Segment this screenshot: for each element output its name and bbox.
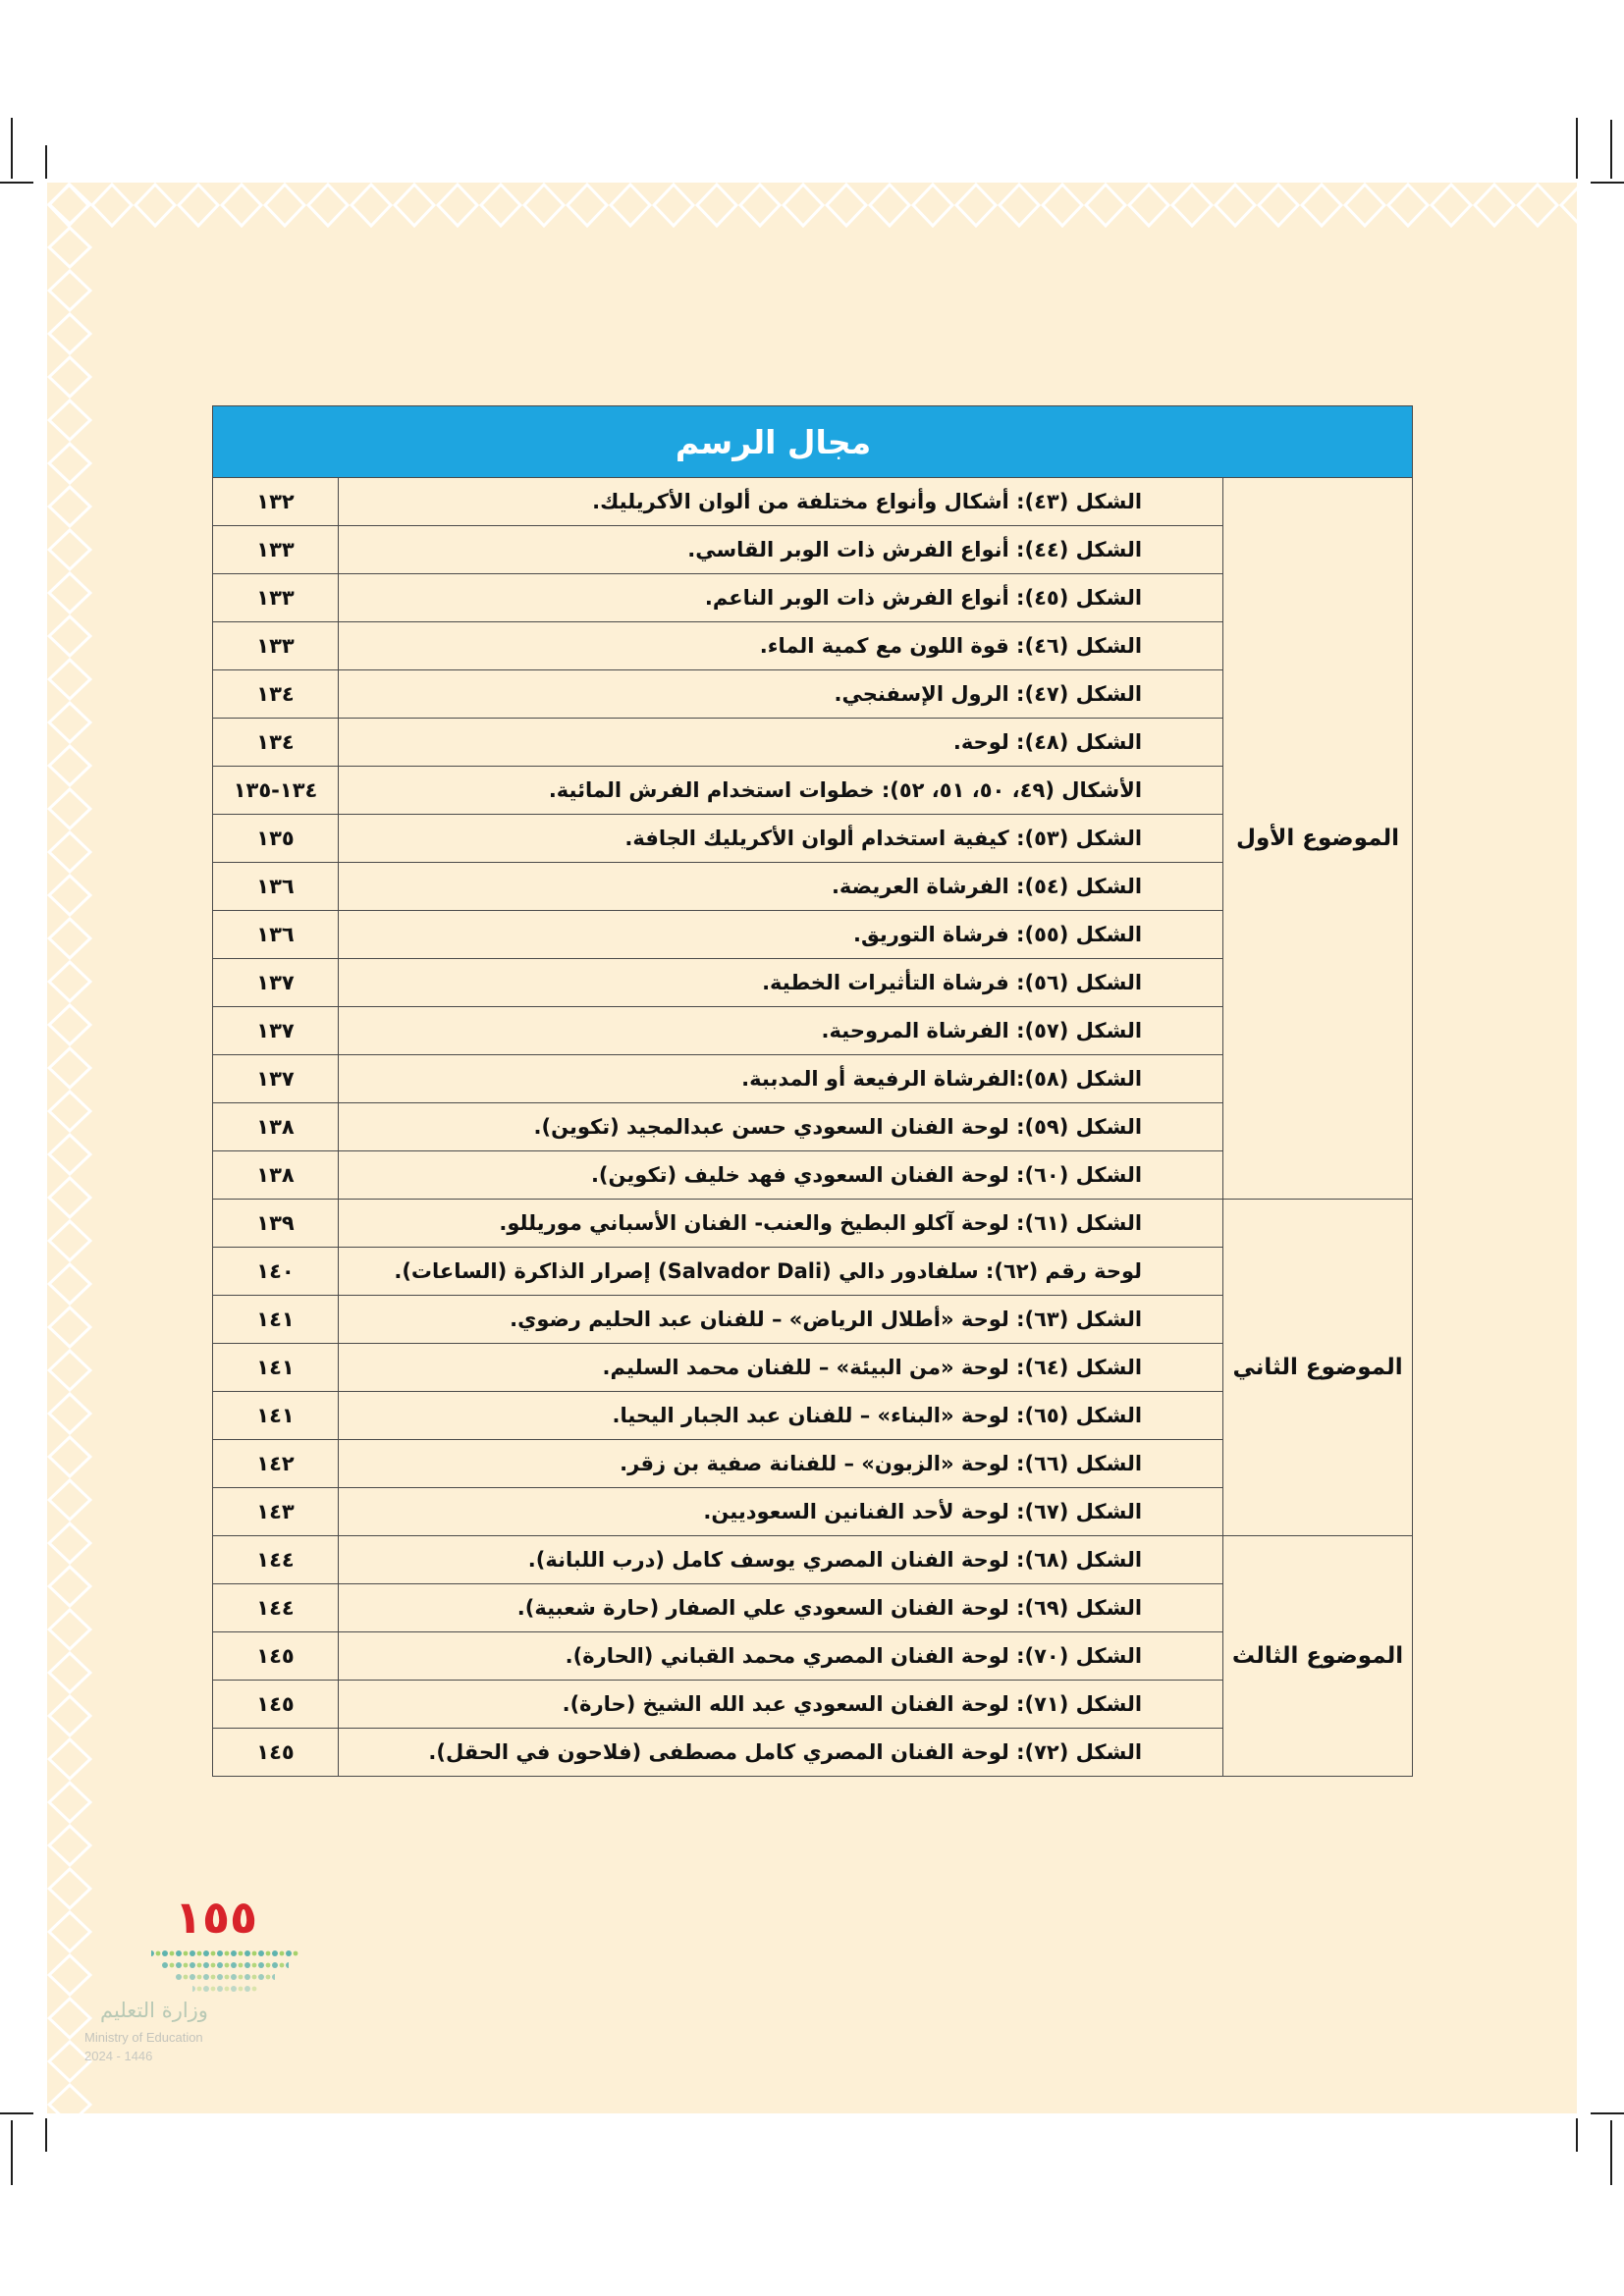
page-cell: ١٣٧ (213, 1055, 339, 1103)
figure-cell: الشكل (٦٣): لوحة «أطلال الرياض» – للفنان عبد الحليم رضوي. (339, 1296, 1223, 1344)
figure-cell: الشكل (٥٥): فرشاة التوريق. (339, 911, 1223, 959)
page-cell: ١٤١ (213, 1344, 339, 1392)
page-cell: ١٣٨ (213, 1103, 339, 1151)
crop-mark (1591, 182, 1624, 184)
figure-cell: الشكل (٦٥): لوحة «البناء» – للفنان عبد الجبار اليحيا. (339, 1392, 1223, 1440)
table-title-cell (213, 406, 1413, 478)
page-cell: ١٤٥ (213, 1632, 339, 1681)
page-cell: ١٣٦ (213, 863, 339, 911)
ministry-logo-icon (147, 1948, 304, 1997)
page-cell: ١٣٣ (213, 526, 339, 574)
figure-index-table (212, 405, 1412, 1777)
figure-cell: الشكل (٤٨): لوحة. (339, 719, 1223, 767)
figure-cell: الشكل (٦١): لوحة آكلو البطيخ والعنب- الفنان الأسباني موريللو. (339, 1200, 1223, 1248)
crop-mark (0, 182, 33, 184)
figure-cell: الشكل (٦٦): لوحة «الزبون» – للفنانة صفية بن زقر. (339, 1440, 1223, 1488)
crop-mark (45, 2118, 47, 2152)
figure-cell: الشكل (٧١): لوحة الفنان السعودي عبد الله الشيخ (حارة). (339, 1681, 1223, 1729)
topic-label: الموضوع الأول (1236, 826, 1400, 851)
page-cell: ١٣٢ (213, 478, 339, 526)
crop-mark (0, 2112, 33, 2114)
topic-cell (1223, 1536, 1413, 1777)
figure-cell: الشكل (٥٤): الفرشاة العريضة. (339, 863, 1223, 911)
page-cell: ١٣٣ (213, 622, 339, 670)
topic-label: الموضوع الثاني (1232, 1355, 1403, 1380)
figure-cell: الشكل (٥٣): كيفية استخدام ألوان الأكريليك الجافة. (339, 815, 1223, 863)
figure-cell: الشكل (٤٥): أنواع الفرش ذات الوبر الناعم. (339, 574, 1223, 622)
figure-cell: لوحة رقم (٦٢): سلفادور دالي (Salvador Dali) إصرار الذاكرة (الساعات). (339, 1248, 1223, 1296)
page-cell: ١٤١ (213, 1392, 339, 1440)
figure-cell: الأشكال (٤٩، ٥٠، ٥١، ٥٢): خطوات استخدام الفرش المائية. (339, 767, 1223, 815)
page-cell: ١٣٦ (213, 911, 339, 959)
page-cell: ١٤٠ (213, 1248, 339, 1296)
crop-mark (11, 2120, 13, 2185)
figure-cell: الشكل (٧٠): لوحة الفنان المصري محمد القباني (الحارة). (339, 1632, 1223, 1681)
table-row (213, 1200, 1413, 1248)
page-cell: ١٤٥ (213, 1681, 339, 1729)
crop-mark (1610, 120, 1612, 179)
table-header-row (213, 406, 1413, 478)
page-cell: ١٤٤ (213, 1584, 339, 1632)
page-cell: ١٤٥ (213, 1729, 339, 1777)
page-cell: ١٤٣ (213, 1488, 339, 1536)
figure-cell: الشكل (٥٧): الفرشاة المروحية. (339, 1007, 1223, 1055)
topic-cell (1223, 478, 1413, 1200)
page-cell: ١٣٤ (213, 670, 339, 719)
table-row (213, 1536, 1413, 1584)
table-row (213, 478, 1413, 526)
diamond-border-top (47, 183, 1577, 228)
crop-mark (45, 145, 47, 179)
table-title: مجال الرسم (675, 422, 872, 461)
topic-label: الموضوع الثالث (1231, 1643, 1404, 1669)
figure-cell: الشكل (٤٤): أنواع الفرش ذات الوبر القاسي. (339, 526, 1223, 574)
figure-cell: الشكل (٥٦): فرشاة التأثيرات الخطية. (339, 959, 1223, 1007)
page-cell: ١٤٢ (213, 1440, 339, 1488)
page-cell: ١٣٤-١٣٥ (213, 767, 339, 815)
figure-cell: الشكل (٤٧): الرول الإسفنجي. (339, 670, 1223, 719)
figure-cell: الشكل (٦٤): لوحة «من البيئة» – للفنان محمد السليم. (339, 1344, 1223, 1392)
figure-cell: الشكل (٦٠): لوحة الفنان السعودي فهد خليف (تكوين). (339, 1151, 1223, 1200)
diamond-border-left (47, 183, 92, 2113)
page-cell: ١٣٩ (213, 1200, 339, 1248)
figure-cell: الشكل (٥٨):الفرشاة الرفيعة أو المدببة. (339, 1055, 1223, 1103)
page-cell: ١٣٥ (213, 815, 339, 863)
ministry-name-arabic: وزارة التعليم (100, 1999, 208, 2022)
ministry-years: 2024 - 1446 (84, 2049, 153, 2063)
crop-mark (1591, 2112, 1624, 2114)
crop-mark (1610, 2120, 1612, 2185)
figure-cell: الشكل (٤٦): قوة اللون مع كمية الماء. (339, 622, 1223, 670)
crop-mark (1576, 118, 1578, 179)
page-cell: ١٤٤ (213, 1536, 339, 1584)
figure-cell: الشكل (٦٨): لوحة الفنان المصري يوسف كامل (درب اللبانة). (339, 1536, 1223, 1584)
crop-mark (1576, 2118, 1578, 2152)
page-cell: ١٣٧ (213, 1007, 339, 1055)
figure-cell: الشكل (٦٧): لوحة لأحد الفنانين السعوديين. (339, 1488, 1223, 1536)
figure-cell: الشكل (٥٩): لوحة الفنان السعودي حسن عبدالمجيد (تكوين). (339, 1103, 1223, 1151)
page-number: ١٥٥ (174, 1891, 258, 1944)
figure-cell: الشكل (٦٩): لوحة الفنان السعودي علي الصفار (حارة شعبية). (339, 1584, 1223, 1632)
figure-cell: الشكل (٤٣): أشكال وأنواع مختلفة من ألوان الأكريليك. (339, 478, 1223, 526)
crop-mark (11, 118, 13, 179)
topic-cell (1223, 1200, 1413, 1536)
figure-cell: الشكل (٧٢): لوحة الفنان المصري كامل مصطفى (فلاحون في الحقل). (339, 1729, 1223, 1777)
page-cell: ١٤١ (213, 1296, 339, 1344)
page-cell: ١٣٣ (213, 574, 339, 622)
index-table (212, 405, 1413, 1777)
page-cell: ١٣٨ (213, 1151, 339, 1200)
page-cell: ١٣٧ (213, 959, 339, 1007)
ministry-name-english: Ministry of Education (84, 2030, 203, 2045)
page-cell: ١٣٤ (213, 719, 339, 767)
